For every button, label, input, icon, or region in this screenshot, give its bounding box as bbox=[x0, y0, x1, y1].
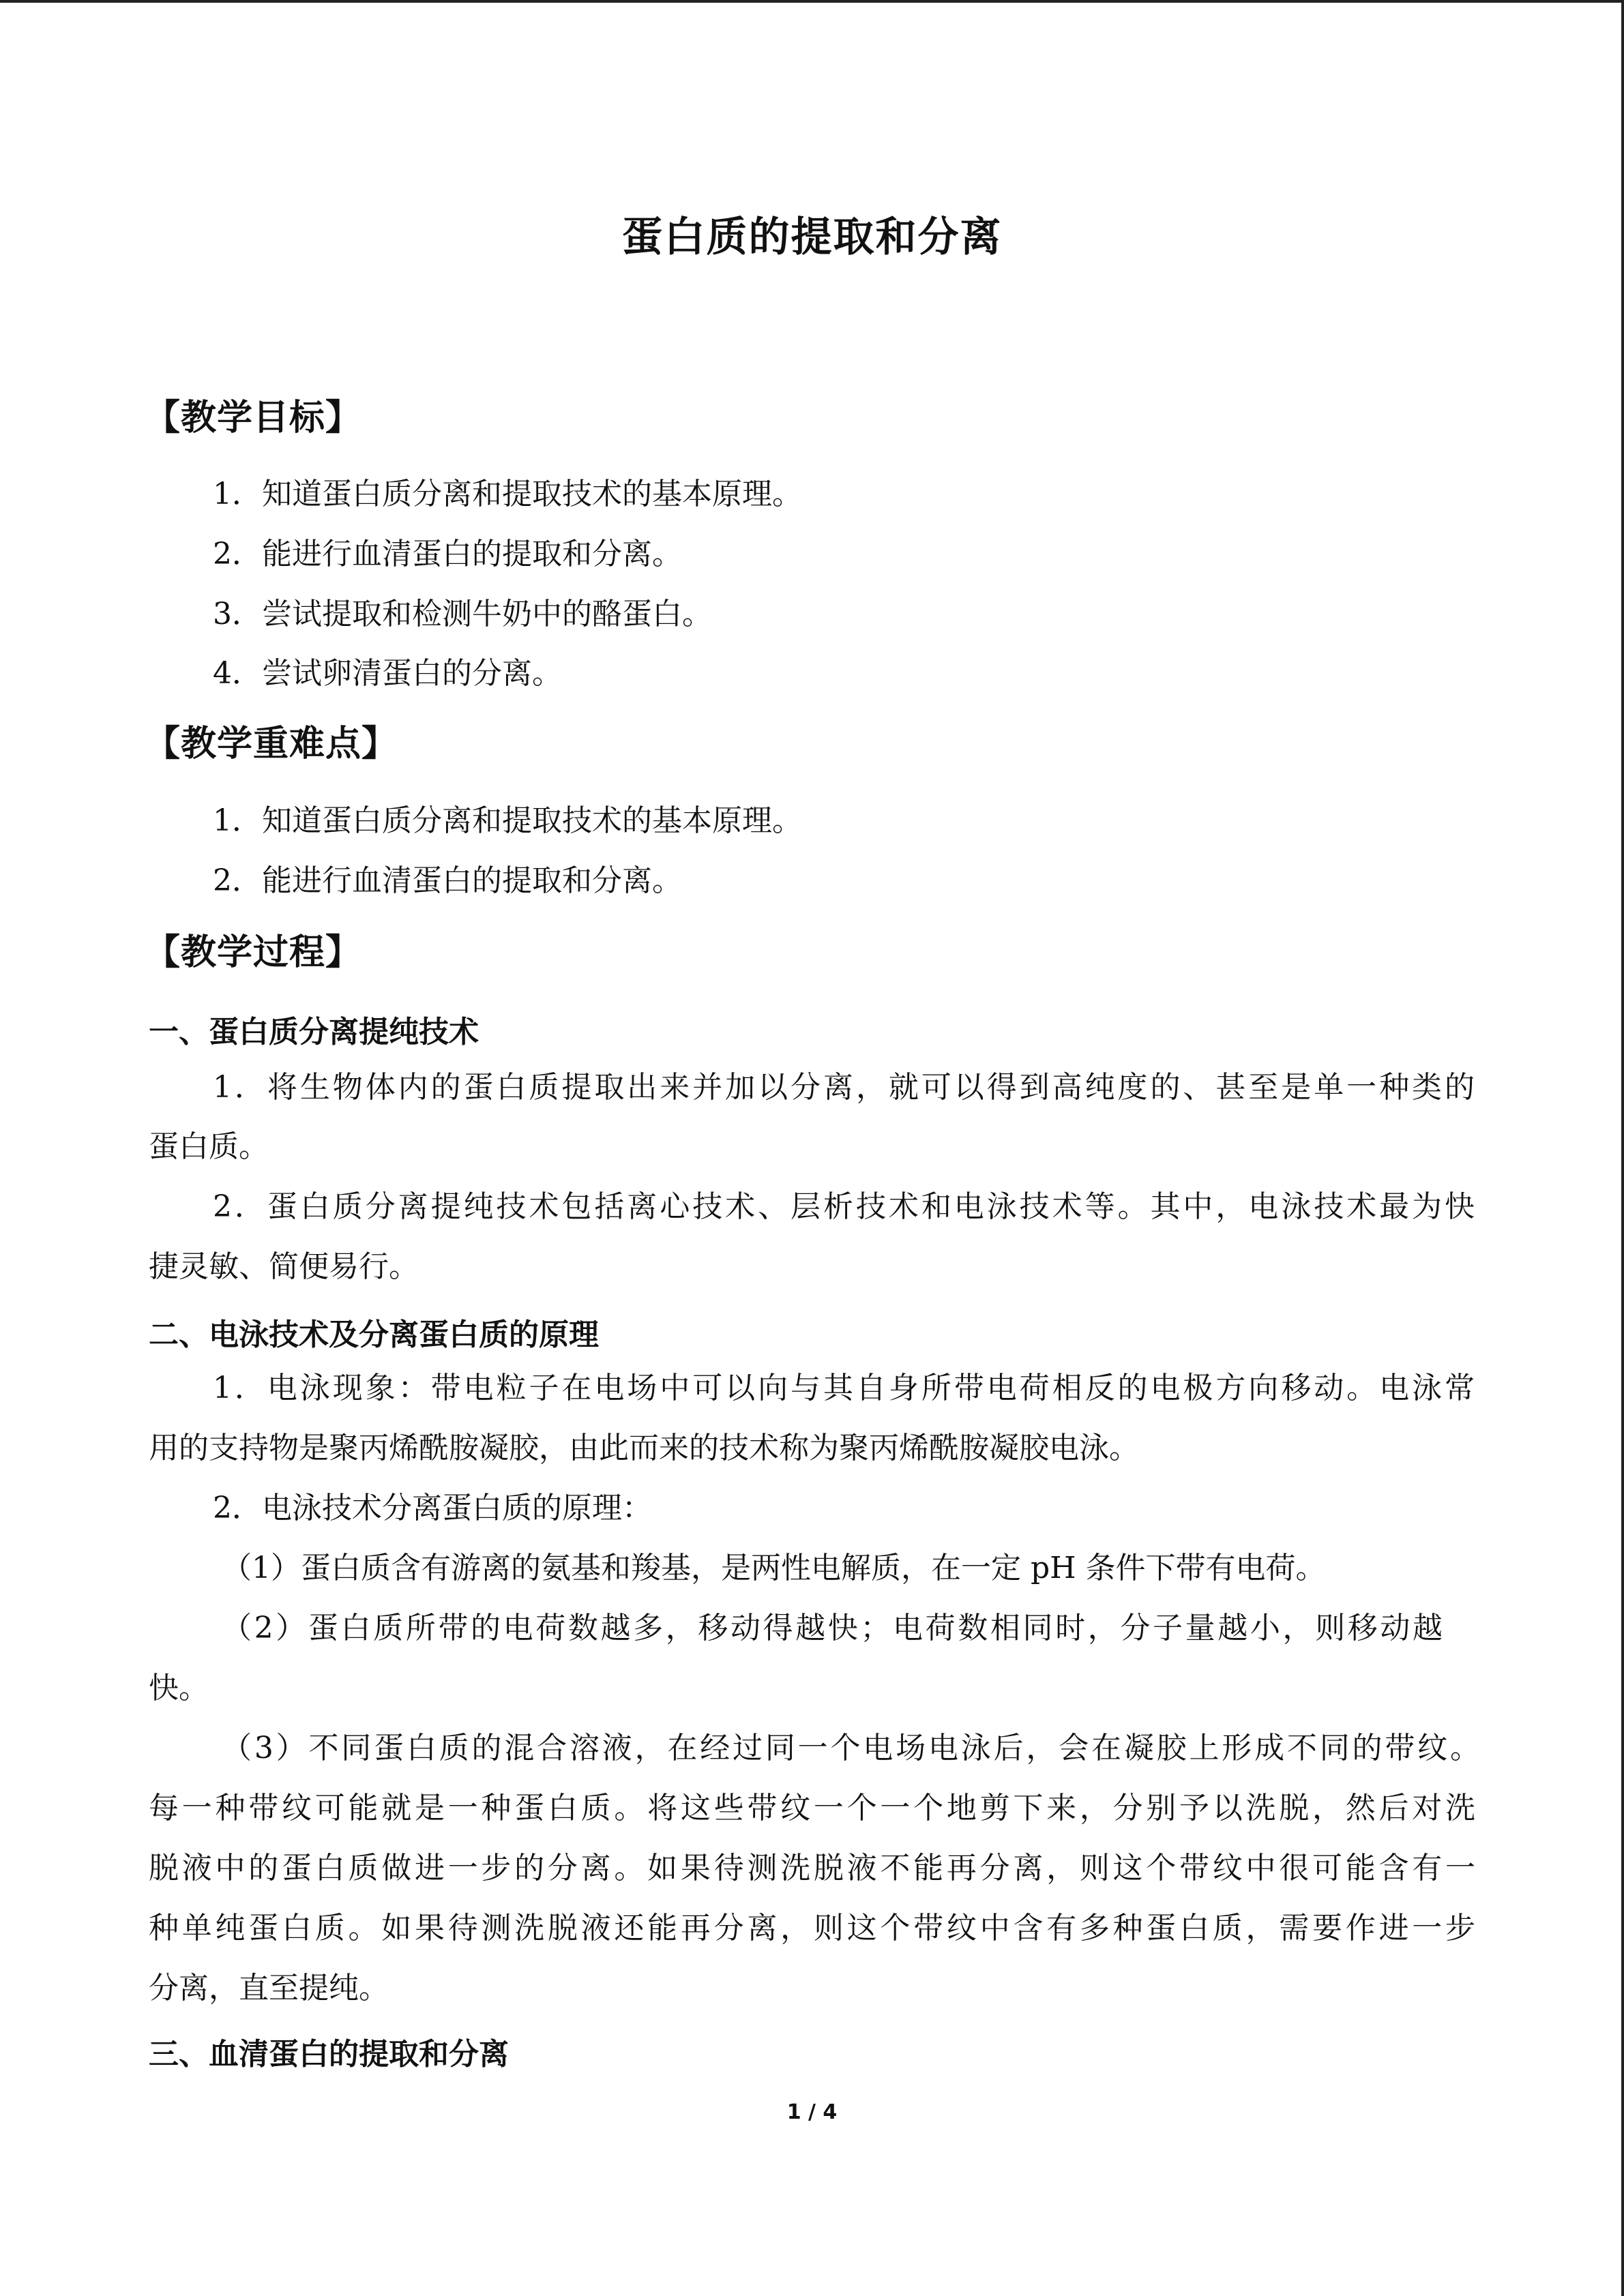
part3-subheading: 三、血清蛋白的提取和分离 bbox=[149, 2037, 509, 2072]
part2-para1-line1: 1．电泳现象：带电粒子在电场中可以向与其自身所带电荷相反的电极方向移动。电泳常 bbox=[213, 1371, 1475, 1405]
page-border-top bbox=[0, 0, 1624, 3]
part2-para5-line3: 脱液中的蛋白质做进一步的分离。如果待测洗脱液不能再分离，则这个带纹中很可能含有一 bbox=[149, 1851, 1475, 1885]
part1-subheading: 一、蛋白质分离提纯技术 bbox=[149, 1015, 479, 1049]
part1-para1-line1: 1．将生物体内的蛋白质提取出来并加以分离，就可以得到高纯度的、甚至是单一种类的 bbox=[213, 1070, 1475, 1105]
process-heading: 【教学过程】 bbox=[145, 931, 362, 973]
part2-para5-line1: （3）不同蛋白质的混合溶液，在经过同一个电场电泳后，会在凝胶上形成不同的带纹。 bbox=[222, 1731, 1480, 1765]
objectives-heading: 【教学目标】 bbox=[145, 397, 362, 438]
page-number: 1 / 4 bbox=[786, 2100, 838, 2124]
part2-para3-line1: （1）蛋白质含有游离的氨基和羧基，是两性电解质，在一定 pH 条件下带有电荷。 bbox=[222, 1551, 1326, 1585]
part2-para5-line4: 种单纯蛋白质。如果待测洗脱液还能再分离，则这个带纹中含有多种蛋白质，需要作进一步 bbox=[149, 1911, 1475, 1945]
objective-item-1: 1．知道蛋白质分离和提取技术的基本原理。 bbox=[213, 477, 802, 511]
part1-para1-line2: 蛋白质。 bbox=[149, 1129, 269, 1164]
part2-para4-line2: 快。 bbox=[149, 1671, 209, 1705]
part1-para2-line2: 捷灵敏、简便易行。 bbox=[149, 1249, 419, 1284]
objective-item-2: 2．能进行血清蛋白的提取和分离。 bbox=[213, 537, 682, 571]
page-title: 蛋白质的提取和分离 bbox=[621, 213, 1003, 261]
key-points-heading: 【教学重难点】 bbox=[145, 723, 398, 764]
objective-item-4: 4．尝试卵清蛋白的分离。 bbox=[213, 656, 562, 691]
part2-para5-line5: 分离，直至提纯。 bbox=[149, 1971, 389, 2006]
key-point-item-1: 1．知道蛋白质分离和提取技术的基本原理。 bbox=[213, 803, 802, 838]
objective-item-3: 3．尝试提取和检测牛奶中的酪蛋白。 bbox=[213, 597, 712, 631]
part1-para2-line1: 2．蛋白质分离提纯技术包括离心技术、层析技术和电泳技术等。其中，电泳技术最为快 bbox=[213, 1189, 1475, 1224]
part2-para2-line1: 2．电泳技术分离蛋白质的原理： bbox=[213, 1491, 652, 1525]
part2-para1-line2: 用的支持物是聚丙烯酰胺凝胶，由此而来的技术称为聚丙烯酰胺凝胶电泳。 bbox=[149, 1431, 1139, 1465]
part2-para5-line2: 每一种带纹可能就是一种蛋白质。将这些带纹一个一个地剪下来，分别予以洗脱，然后对洗 bbox=[149, 1791, 1475, 1825]
part2-subheading: 二、电泳技术及分离蛋白质的原理 bbox=[149, 1317, 599, 1352]
part2-para4-line1: （2）蛋白质所带的电荷数越多，移动得越快；电荷数相同时，分子量越小，则移动越 bbox=[222, 1611, 1443, 1645]
page-border-right bbox=[1621, 0, 1624, 2296]
key-point-item-2: 2．能进行血清蛋白的提取和分离。 bbox=[213, 863, 682, 898]
